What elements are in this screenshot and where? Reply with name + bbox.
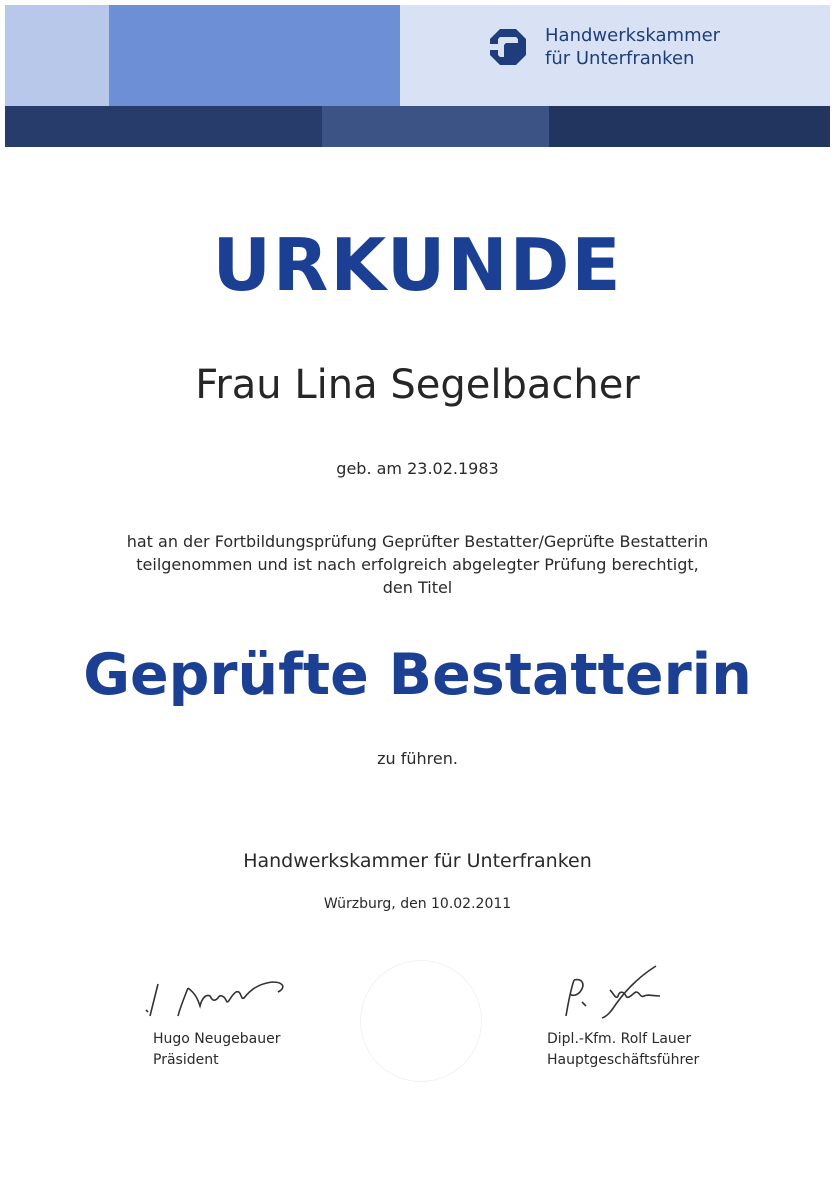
signature-block-left: [153, 1029, 280, 1071]
place-and-date: Würzburg, den 10.02.2011: [323, 896, 512, 912]
band-segment: [322, 106, 549, 147]
organization-logo-text: [545, 24, 720, 70]
body-line: hat an der Fortbildungsprüfung Geprüfter Bestatter/Geprüfte Bestatterin: [126, 532, 709, 551]
signature-left-icon: [140, 966, 300, 1026]
header-band: [5, 5, 830, 147]
org-name-line1: Handwerkskammer: [545, 25, 721, 46]
certificate-title: URKUNDE: [212, 223, 623, 307]
band-segment: [5, 106, 322, 147]
band-segment: [5, 5, 109, 106]
band-segment: [109, 5, 400, 106]
header-band-bottom: [5, 106, 830, 147]
signature-right-icon: [560, 960, 680, 1025]
signer-role: Hauptgeschäftsführer: [547, 1052, 700, 1068]
recipient-name: Frau Lina Segelbacher: [195, 362, 640, 408]
signature-block-right: [547, 1029, 699, 1071]
degree-title: Geprüfte Bestatterin: [83, 642, 752, 708]
signer-role: Präsident: [153, 1052, 219, 1068]
body-line: teilgenommen und ist nach erfolgreich abgelegter Prüfung berechtigt,: [136, 555, 699, 574]
signer-name: Dipl.-Kfm. Rolf Lauer: [547, 1031, 692, 1047]
band-segment: [549, 106, 830, 147]
handwerkskammer-logo-icon: [488, 27, 528, 67]
body-line: den Titel: [382, 578, 453, 597]
embossed-seal: [360, 960, 482, 1082]
signer-name: Hugo Neugebauer: [153, 1031, 281, 1047]
certificate-body: [0, 530, 835, 599]
closing-text: zu führen.: [377, 749, 458, 768]
birth-date: geb. am 23.02.1983: [336, 459, 499, 478]
org-name-line2: für Unterfranken: [545, 48, 695, 69]
issuing-organization: Handwerkskammer für Unterfranken: [243, 850, 592, 872]
